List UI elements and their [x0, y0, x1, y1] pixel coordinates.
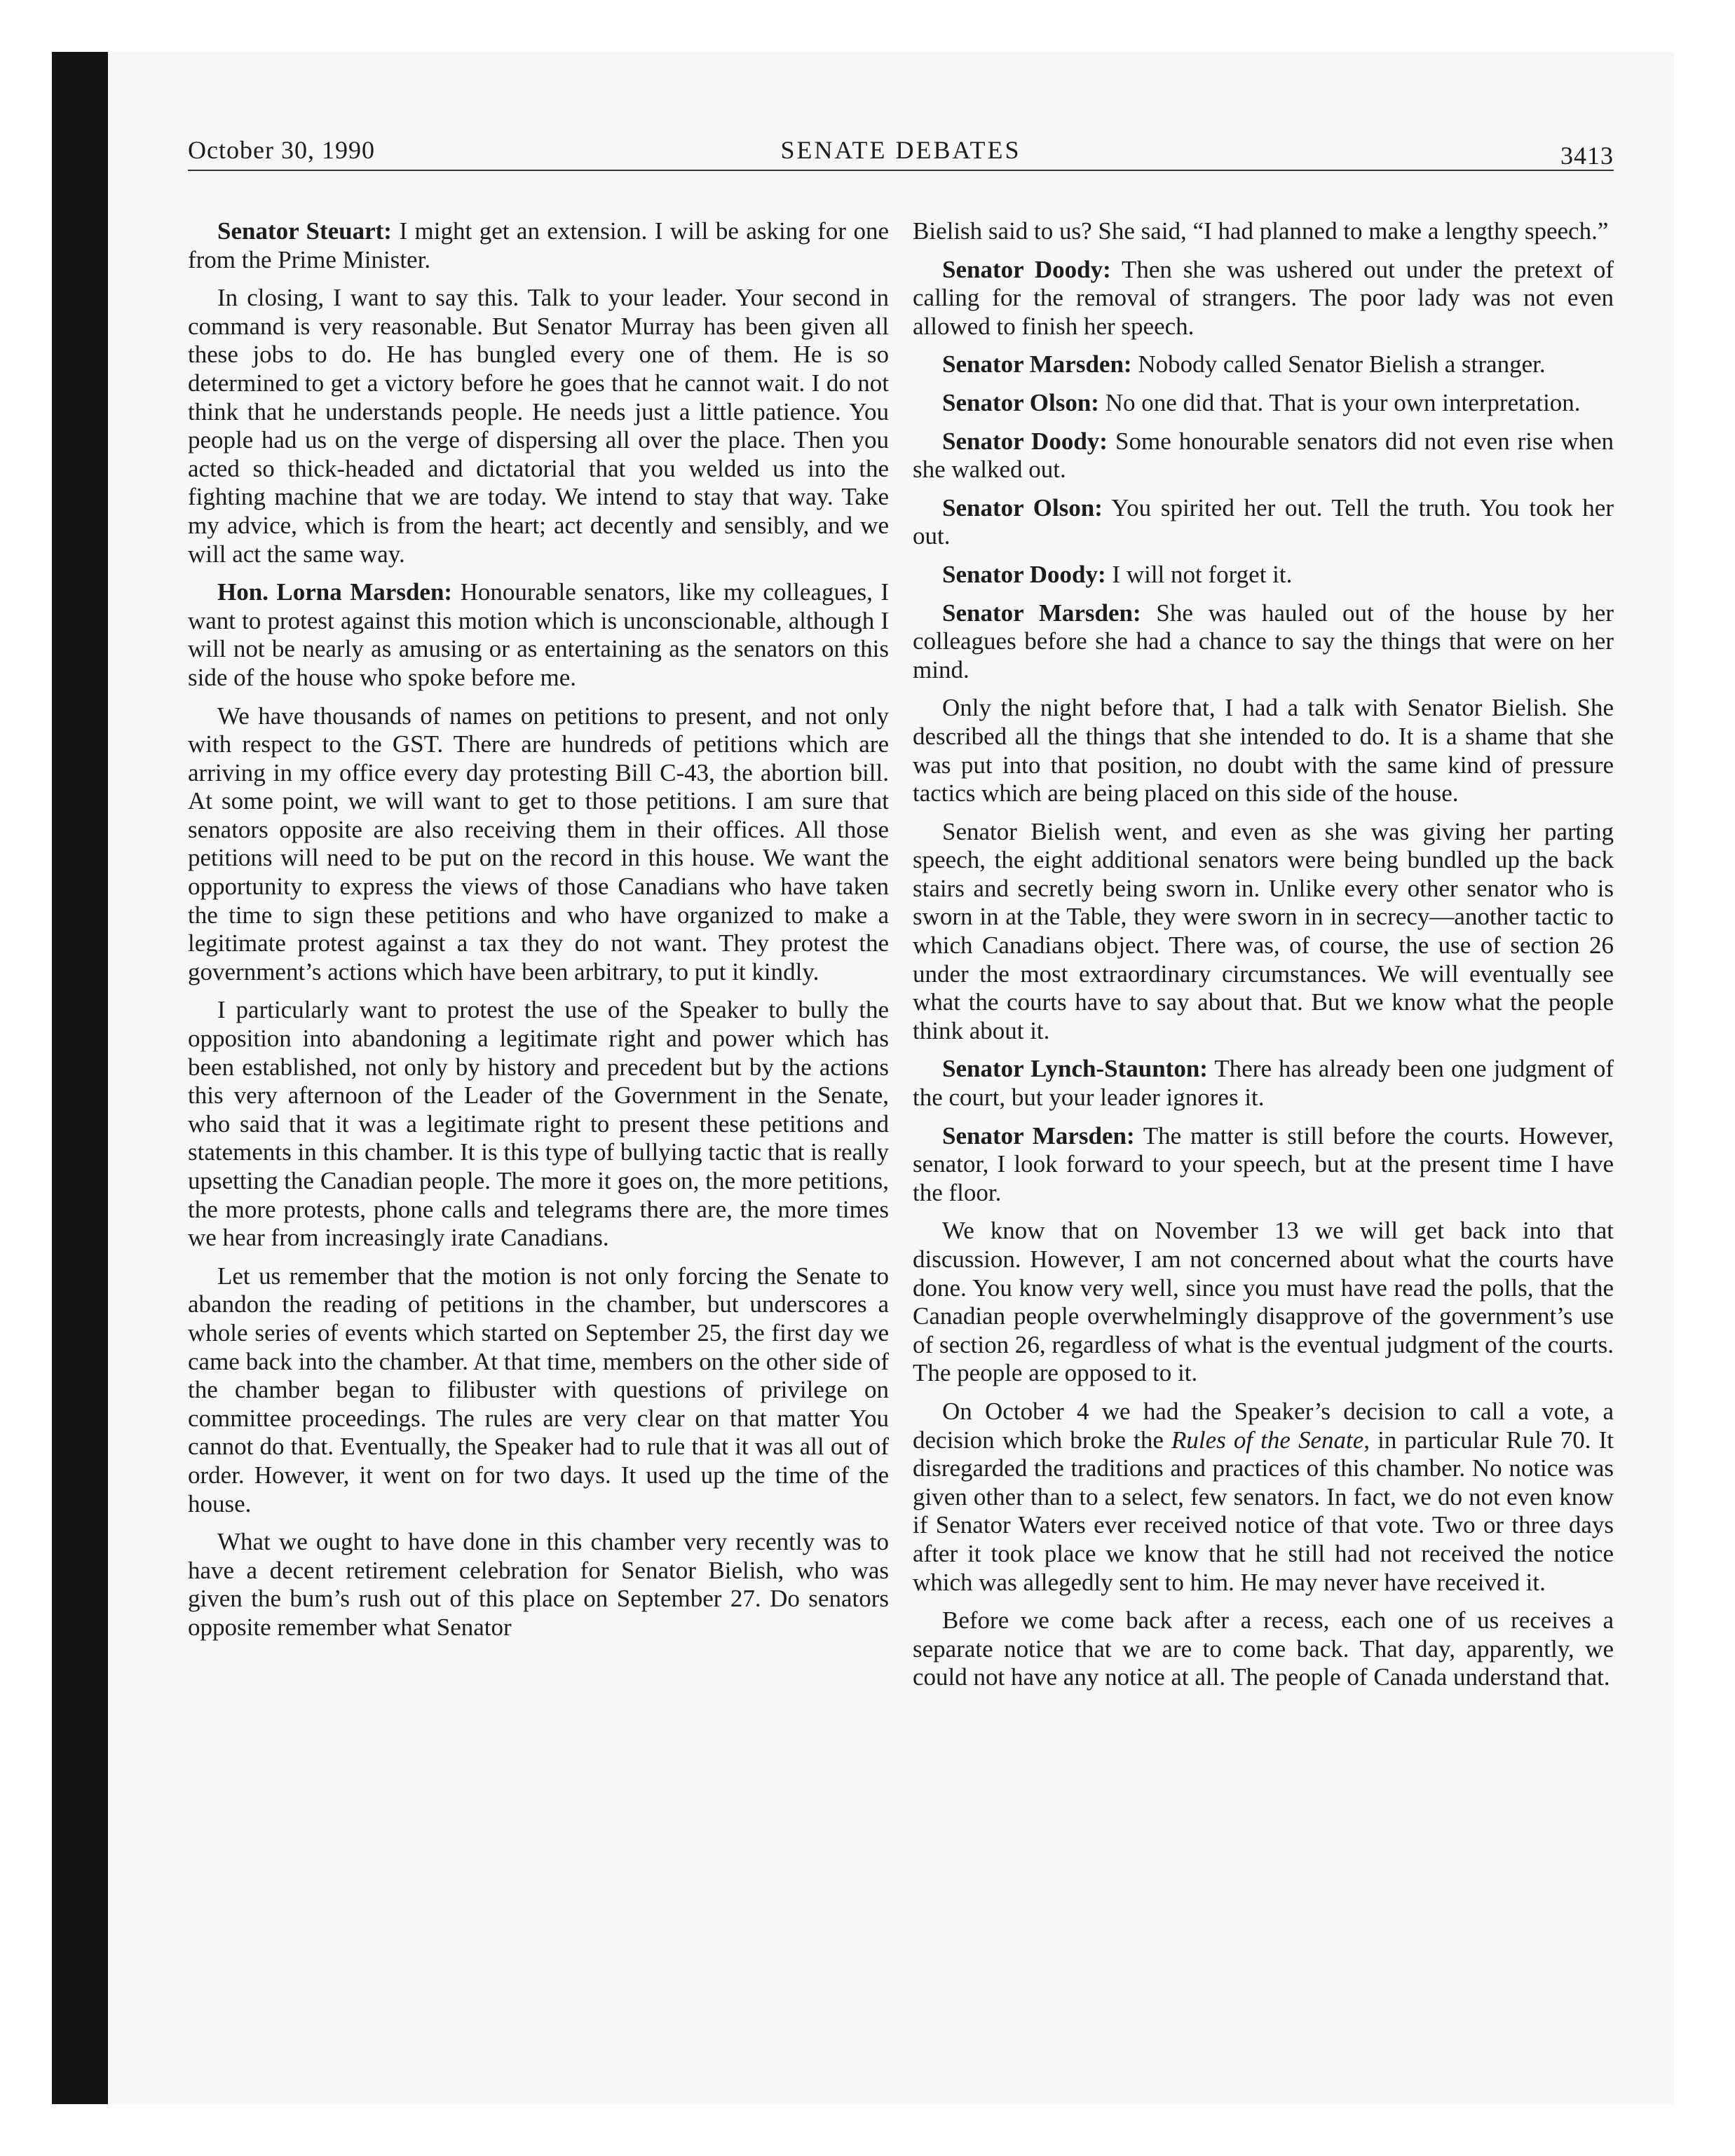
right-column	[913, 217, 1614, 1702]
speaker-name: Senator Marsden:	[942, 1121, 1135, 1149]
speaker-name: Senator Steuart:	[217, 217, 392, 245]
paragraph	[913, 494, 1614, 551]
paragraph-text: We have thousands of names on petitions to present, and not only with respect to the GST. There are hundreds of petitions which are arriving in my office every day protesting Bill C-43, the abortion bill. At some point, we will want to get to those petitions. I am sure that senators opposite are also receiving them in their offices. All those petitions will need to be put on the record in this house. We want the opportunity to express the views of those Canadians who have taken the time to sign these petitions and who have organized to make a legitimate protest against a tax they do not want. They protest the government’s actions which have been arbitrary, to put it kindly.	[188, 702, 889, 985]
speaker-name: Senator Doody:	[942, 560, 1106, 588]
speaker-name: Senator Olson:	[942, 388, 1099, 416]
paragraph	[913, 1122, 1614, 1208]
paragraph	[913, 350, 1614, 379]
paragraph	[913, 561, 1614, 589]
paragraph-text: On October 4 we had the Speaker’s decision to call a vote, a decision which broke the Rules of the Senate, in particular Rule 70. It disregarded the traditions and practices of this chamber. No notice was given other than to a select, few senators. In fact, we do not even know if Senator Waters ever received notice of that vote. Two or three days after it took place we know that he still had not received the notice which was allegedly sent to him. He may never have received it.	[913, 1397, 1614, 1596]
paragraph-text: We know that on November 13 we will get back into that discussion. However, I am not concerned about what the courts have done. You know very well, since you must have read the polls, that the Canadian people overwhelmingly disapprove of the government’s use of section 26, regardless of what is the eventual judgment of the courts. The people are opposed to it.	[913, 1217, 1614, 1387]
paragraph-text: Before we come back after a recess, each one of us receives a separate notice that we are to come back. That day, apparently, we could not have any notice at all. The people of Canada understand that.	[913, 1606, 1614, 1691]
paragraph	[188, 1262, 889, 1518]
page-number: 3413	[1560, 142, 1614, 170]
header-title: SENATE DEBATES	[780, 136, 1021, 164]
paragraph	[913, 694, 1614, 807]
speaker-name: Senator Lynch-Staunton:	[942, 1055, 1208, 1083]
scan-edge-shadow	[52, 52, 108, 2104]
left-column	[188, 217, 889, 1652]
paragraph-text: Only the night before that, I had a talk with Senator Bielish. She described all the things that she intended to do. It is a shame that she was put into that position, no doubt with the same kind of pressure tactics which are being placed on this side of the house.	[913, 694, 1614, 807]
paragraph-text: Then she was ushered out under the pretext of calling for the removal of strangers. The poor lady was not even allowed to finish her speech.	[913, 255, 1614, 340]
speaker-name: Senator Marsden:	[942, 350, 1132, 378]
speaker-name: Senator Olson:	[942, 493, 1103, 521]
paragraph	[913, 428, 1614, 484]
paragraph-text: The matter is still before the courts. However, senator, I look forward to your speech, but at the present time I have the floor.	[913, 1121, 1614, 1206]
paragraph-text: I will not forget it.	[1105, 560, 1293, 588]
paragraph	[913, 1217, 1614, 1388]
paragraph	[188, 996, 889, 1252]
paragraph-text: Bielish said to us? She said, “I had planned to make a lengthy speech.”	[913, 217, 1609, 245]
paragraph	[188, 284, 889, 568]
paragraph	[913, 1606, 1614, 1692]
paragraph	[188, 1528, 889, 1642]
speaker-name: Hon. Lorna Marsden:	[217, 578, 453, 606]
header-date: October 30, 1990	[188, 136, 375, 164]
paragraph-text: She was hauled out of the house by her colleagues before she had a chance to say the things that were on her mind.	[913, 599, 1614, 683]
paragraph-text: I particularly want to protest the use of the Speaker to bully the opposition into abandoning a legitimate right and power which has been established, not only by history and precedent but by the actions this very afternoon of the Leader of the Government in the Senate, who said that it was a legitimate right to present these petitions and statements in this chamber. It is this type of bullying tactic that is really upsetting the Canadian people. The more it goes on, the more petitions, the more protests, phone calls and telegrams there are, the more times we hear from increasingly irate Canadians.	[188, 996, 889, 1252]
paragraph-text: There has already been one judgment of the court, but your leader ignores it.	[913, 1055, 1614, 1112]
paragraph-text: I might get an extension. I will be asking for one from the Prime Minister.	[188, 217, 889, 273]
paragraph	[188, 702, 889, 987]
paragraph-text: No one did that. That is your own interpretation.	[1098, 388, 1581, 416]
running-head	[188, 133, 1614, 171]
paragraph	[913, 1055, 1614, 1112]
paragraph	[913, 389, 1614, 418]
paragraph-text: Honourable senators, like my colleagues, I want to protest against this motion which is unconscionable, although I will not be nearly as amusing or as entertaining as the senators on this side of the house who spoke before me.	[188, 578, 889, 691]
speaker-name: Senator Doody:	[942, 427, 1108, 455]
paragraph-text: You spirited her out. Tell the truth. You took her out.	[913, 493, 1614, 550]
paragraph	[913, 1398, 1614, 1597]
paragraph-text: In closing, I want to say this. Talk to your leader. Your second in command is very reasonable. But Senator Murray has been given all these jobs to do. He has bungled every one of them. He is so determined to get a victory before he goes that he cannot wait. I do not think that he understands people. He needs just a little patience. You people had us on the verge of dispersing all over the place. Then you acted so thick-headed and dictatorial that you welded us into the fighting machine that we are today. We intend to stay that way. Take my advice, which is from the heart; act decently and sensibly, and we will act the same way.	[188, 284, 889, 568]
paragraph	[913, 256, 1614, 341]
paragraph	[188, 578, 889, 692]
paragraph-text: Some honourable senators did not even rise when she walked out.	[913, 427, 1614, 484]
paragraph-text: Senator Bielish went, and even as she was giving her parting speech, the eight additional senators were being bundled up the back stairs and secretly being sworn in. Unlike every other senator who is sworn in at the Table, they were sworn in in secrecy—another tactic to which Canadians object. There was, of course, the use of section 26 under the most extraordinary circumstances. We will eventually see what the courts have to say about that. But we know what the people think about it.	[913, 817, 1614, 1044]
speaker-name: Senator Marsden:	[942, 599, 1141, 627]
speaker-name: Senator Doody:	[942, 255, 1111, 283]
paragraph-text: Let us remember that the motion is not only forcing the Senate to abandon the reading of petitions in the chamber, but underscores a whole series of events which started on September 25, the first day we came back into the chamber. At that time, members on the other side of the chamber began to filibuster with questions of privilege on committee proceedings. The rules are very clear on that matter You cannot do that. Eventually, the Speaker had to rule that it was all out of order. However, it went on for two days. It used up the time of the house.	[188, 1262, 889, 1517]
paragraph-text: Nobody called Senator Bielish a stranger.	[1131, 350, 1546, 378]
paragraph	[913, 217, 1614, 246]
paragraph-text: What we ought to have done in this chamber very recently was to have a decent retirement celebration for Senator Bielish, who was given the bum’s rush out of this place on September 27. Do senators opposite remember what Senator	[188, 1528, 889, 1641]
paragraph	[188, 217, 889, 274]
paragraph	[913, 599, 1614, 685]
paragraph	[913, 818, 1614, 1046]
italic-title: Rules of the Senate	[1171, 1426, 1364, 1454]
